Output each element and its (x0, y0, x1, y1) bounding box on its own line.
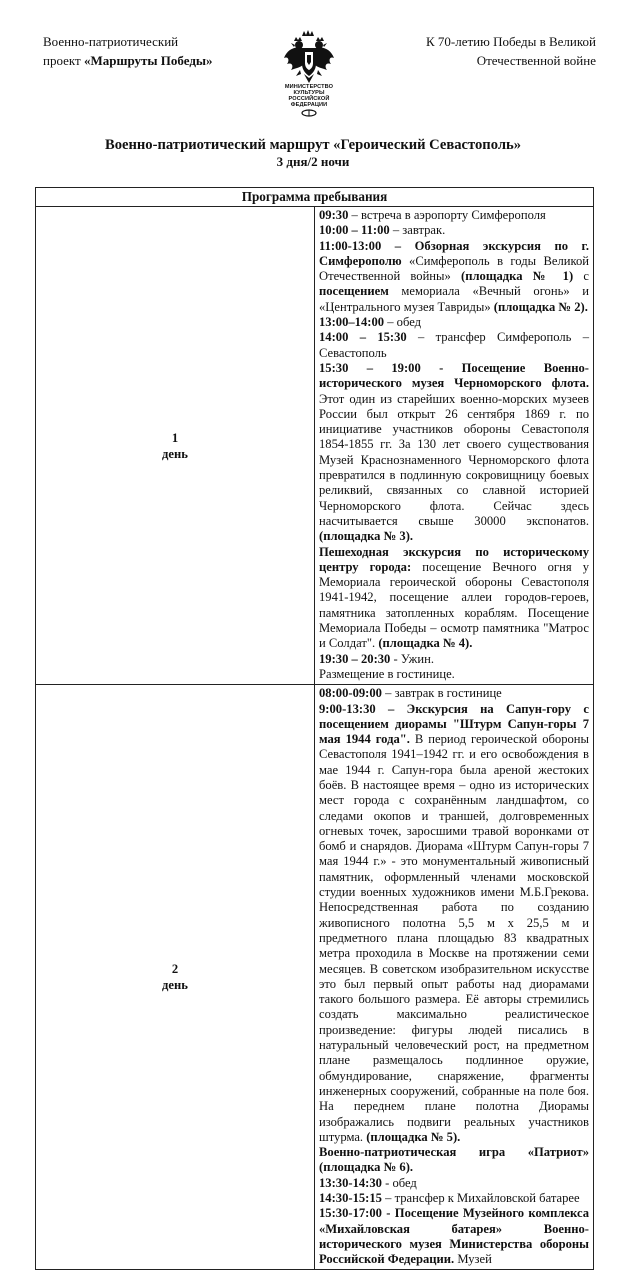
schedule-item: 10:00 – 11:00 – завтрак. (319, 223, 446, 238)
header-left (43, 32, 213, 70)
day2-schedule (315, 685, 594, 1270)
schedule-item: 09:30 – встреча в аэропорту Симферополя (319, 208, 546, 222)
document-subtitle: 3 дня/2 ночи (276, 154, 350, 169)
schedule-item: Размещение в гостинице. (319, 666, 455, 681)
project-name: «Маршруты Победы» (83, 53, 213, 68)
day1-number: 1 (171, 430, 179, 445)
day1-word: день (162, 446, 188, 461)
program-table-header-row (36, 188, 594, 207)
header-right-line1: К 70-летию Победы в Великой (425, 34, 596, 49)
program-table (35, 187, 594, 1270)
table-row-day2 (36, 685, 594, 1270)
day2-number: 2 (171, 962, 179, 977)
schedule-item: Военно-патриотическая игра «Патриот» (площадка № 6). (319, 1145, 589, 1175)
header-left-line1: Военно-патриотический (43, 34, 179, 49)
schedule-item: 19:30 – 20:30 - Ужин. (319, 651, 434, 666)
schedule-item: Пешеходная экскурсия по историческому центру города: посещение Вечного огня у Мемориала героической обороны Севастополя 1941-1942, посещение аллеи городов-героев, памятника затопленных кораблям. Посещение Мемориала Победы – осмотр памятника "Матрос и Солдат". (площадка № 4). (319, 544, 589, 651)
ministry-emblem (276, 28, 342, 117)
header-right-line2: Отечественной войне (476, 53, 596, 68)
double-headed-eagle-icon (282, 28, 336, 84)
schedule-item: 13:00–14:00 – обед (319, 315, 422, 330)
schedule-item: 14:00 – 15:30 – трансфер Симферополь – Севастополь (319, 330, 589, 360)
day2-label (36, 685, 315, 1270)
day1-label (36, 207, 315, 685)
ministry-line2: РОССИЙСКОЙ ФЕДЕРАЦИИ (288, 96, 330, 108)
schedule-item: 14:30-15:15 – трансфер к Михайловской батарее (319, 1191, 580, 1205)
header-left-line2 (43, 51, 213, 70)
program-table-heading: Программа пребывания (36, 188, 594, 207)
ministry-logo-icon (301, 109, 317, 117)
document-title: Военно-патриотический маршрут «Героический Севастополь» (104, 137, 522, 153)
ministry-line1: МИНИСТЕРСТВО КУЛЬТУРЫ (284, 84, 334, 96)
schedule-item: 08:00-09:00 – завтрак в гостинице (319, 686, 502, 701)
schedule-item: 9:00-13:30 – Экскурсия на Сапун-гору с посещением диорамы "Штурм Сапун-горы 7 мая 1944 года". В период героической обороны Севастополя 1941–1942 гг. и его освобождения в мае 1944 г. Сапун-гора была ареной жестоких боёв. В настоящее время – одно из исторических мест города с сохранённым ландшафтом, со следами окопов и траншей, долговременных огневых точек, заросшими травой воронками от бомб и снарядов. Диорама «Штурм Сапун-горы 7 мая 1944 г.» - это монументальный живописный памятник, оформленный членами московской студии военных художников имени М.Б.Грекова. Непосредственная работа по созданию живописного полотна 5,5 м х 25,5 м и предметного плана площадью 83 квадратных метра проходила в Москве на протяжении семи месяцев. В советском изобразительном искусстве это был первый опыт работы над диорамами такого большого размера. Её авторы стремились создать максимально реалистическое произведение: фигуры людей писались в натуральный человеческий рост, на предметном плане размещалось подлинное оружие, обмундирование, снаряжение, фрагменты инженерных сооружений, собранные на поле боя. На переднем плане полотна Диорамы изображались подвиги реальных участников штурма. (площадка № 5). (319, 701, 590, 1144)
header-right (426, 32, 596, 70)
day1-schedule (315, 207, 594, 685)
schedule-item: 15:30-17:00 - Посещение Музейного комплекса «Михайловская батарея» Военно-исторического музея Министерства обороны Российской Федерации. Музей (319, 1206, 589, 1267)
schedule-item: 13:30-14:30 - обед (319, 1175, 417, 1190)
schedule-item: 11:00-13:00 – Обзорная экскурсия по г. Симферополю «Симферополь в годы Великой Отечественной войны» (площадка № 1) с посещением мемориала «Вечный огонь» и «Центрального музея Тавриды» (площадка № 2). (319, 238, 590, 314)
schedule-item: 15:30 – 19:00 - Посещение Военно-исторического музея Черноморского флота. Этот один из старейших военно-морских музеев России был открыт 26 сентября 1869 г. по инициативе участников обороны Севастополя 1854-1855 гг. За 130 лет своего существования Музей Краснознаменного Черноморского флота превратился в подлинную сокровищницу боевых реликвий, связанных со славной историей Черноморского флота. Сейчас здесь насчитывается свыше 30000 экспонатов. (площадка № 3). (319, 360, 590, 544)
day2-word: день (162, 978, 188, 993)
table-row-day1 (36, 207, 594, 685)
project-prefix: проект (43, 53, 84, 68)
